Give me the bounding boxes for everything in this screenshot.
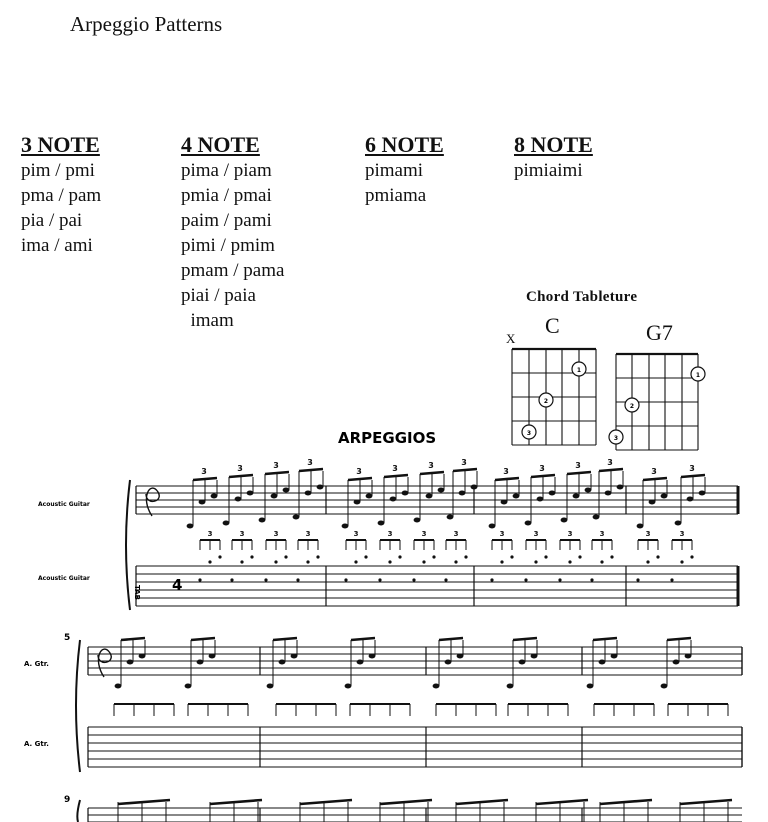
triplet-number: 3 (273, 530, 279, 538)
page-title: Arpeggio Patterns (70, 12, 223, 36)
tab-fret-mark (578, 555, 581, 558)
triplet-number: 3 (575, 461, 581, 470)
pattern-item: piai / paia (181, 285, 256, 306)
triplet-number: 3 (453, 530, 459, 538)
pattern-item: paim / pami (181, 210, 272, 231)
note-head (185, 684, 192, 689)
tab-fret-mark (296, 578, 299, 581)
note-beam (680, 800, 732, 804)
tab-fret-mark (646, 560, 649, 563)
triplet-number: 3 (651, 467, 657, 476)
tab-fret-mark (344, 578, 347, 581)
note-head (445, 660, 452, 665)
note-head (293, 515, 300, 520)
tab-fret-mark (568, 560, 571, 563)
note-beam (531, 475, 555, 477)
instrument-label: A. Gtr. (24, 740, 49, 748)
tab-fret-mark (454, 560, 457, 563)
triplet-number: 3 (356, 467, 362, 476)
triplet-number: 3 (679, 530, 685, 538)
tab-fret-mark (500, 560, 503, 563)
triplet-number: 3 (645, 530, 651, 538)
triplet-number: 3 (237, 464, 243, 473)
triplet-number: 3 (207, 530, 213, 538)
system-brace (77, 800, 80, 822)
tab-fret-mark (544, 555, 547, 558)
note-beam (456, 800, 508, 804)
column-heading: 4 NOTE (181, 132, 260, 157)
note-beam (193, 478, 217, 480)
note-head (489, 524, 496, 529)
note-head (699, 491, 706, 496)
pattern-item: pmam / pama (181, 260, 285, 281)
tab-fret-mark (240, 560, 243, 563)
triplet-number: 3 (461, 458, 467, 467)
note-head (127, 660, 134, 665)
note-head (139, 654, 146, 659)
note-head (457, 654, 464, 659)
tab-fret-mark (218, 555, 221, 558)
triplet-number: 3 (599, 530, 605, 538)
tab-fret-mark (670, 578, 673, 581)
note-head (115, 684, 122, 689)
note-beam (118, 800, 170, 804)
tab-fret-mark (274, 560, 277, 563)
pattern-item: pim / pmi (21, 160, 95, 181)
note-beam (299, 469, 323, 471)
note-head (549, 491, 556, 496)
note-beam (351, 638, 375, 640)
finger-number: 2 (629, 403, 635, 410)
pattern-item: pimami (365, 160, 424, 181)
note-head (305, 491, 312, 496)
tab-fret-mark (264, 578, 267, 581)
note-head (267, 684, 274, 689)
note-head (605, 491, 612, 496)
tab-fret-mark (690, 555, 693, 558)
note-beam (599, 469, 623, 471)
muted-string-mark: X (506, 331, 516, 346)
triplet-number: 3 (273, 461, 279, 470)
note-head (345, 684, 352, 689)
note-beam (536, 800, 588, 804)
pattern-item: ima / ami (21, 235, 93, 256)
note-head (369, 654, 376, 659)
tab-fret-mark (422, 560, 425, 563)
note-head (587, 684, 594, 689)
tab-fret-mark (590, 578, 593, 581)
triplet-number: 3 (392, 464, 398, 473)
treble-clef (146, 488, 159, 516)
finger-number: 2 (543, 398, 549, 405)
note-head (599, 660, 606, 665)
treble-clef (98, 649, 111, 677)
note-beam (593, 638, 617, 640)
note-head (433, 684, 440, 689)
triplet-number: 3 (421, 530, 427, 538)
tab-fret-mark (378, 578, 381, 581)
note-head (271, 494, 278, 499)
finger-number: 3 (526, 430, 532, 437)
triplet-number: 3 (305, 530, 311, 538)
tab-fret-mark (600, 560, 603, 563)
note-head (637, 524, 644, 529)
tab-fret-mark (524, 578, 527, 581)
note-head (247, 491, 254, 496)
column-heading: 8 NOTE (514, 132, 593, 157)
note-beam (513, 638, 537, 640)
column-heading: 6 NOTE (365, 132, 444, 157)
tab-fret-mark (490, 578, 493, 581)
finger-number: 1 (576, 367, 582, 374)
note-head (426, 494, 433, 499)
note-head (649, 500, 656, 505)
pattern-item: pmiama (365, 185, 427, 206)
chord-tableture-heading: Chord Tableture (526, 289, 638, 305)
note-head (593, 515, 600, 520)
note-head (199, 500, 206, 505)
staff-lines (77, 800, 742, 822)
pattern-item: pima / piam (181, 160, 272, 181)
note-head (507, 684, 514, 689)
tab-fret-mark (636, 578, 639, 581)
tab-fret-mark (398, 555, 401, 558)
note-head (573, 494, 580, 499)
tab-fret-mark (230, 578, 233, 581)
triplet-number: 3 (533, 530, 539, 538)
note-beam (643, 478, 667, 480)
note-beam (210, 800, 262, 804)
tab-fret-mark (198, 578, 201, 581)
note-beam (229, 475, 253, 477)
tab-fret-mark (250, 555, 253, 558)
note-head (513, 494, 520, 499)
note-beam (453, 469, 477, 471)
note-beam (273, 638, 297, 640)
note-head (279, 660, 286, 665)
note-head (354, 500, 361, 505)
note-head (438, 488, 445, 493)
tab-clef: TAB (133, 585, 141, 600)
triplet-number: 3 (539, 464, 545, 473)
note-head (366, 494, 373, 499)
note-beam (348, 478, 372, 480)
triplet-number: 3 (499, 530, 505, 538)
system-brace (126, 480, 130, 610)
triplet-number: 3 (689, 464, 695, 473)
note-beam (420, 472, 444, 474)
pattern-item: pmia / pmai (181, 185, 272, 206)
note-beam (121, 638, 145, 640)
note-beam (439, 638, 463, 640)
note-head (342, 524, 349, 529)
note-head (471, 485, 478, 490)
note-head (378, 521, 385, 526)
note-beam (380, 800, 432, 804)
note-head (235, 497, 242, 502)
staff-lines (126, 458, 738, 610)
triplet-number: 3 (607, 458, 613, 467)
finger-number: 1 (695, 372, 701, 379)
note-head (211, 494, 218, 499)
finger-number: 3 (613, 435, 619, 442)
pattern-item: pia / pai (21, 210, 83, 231)
note-head (585, 488, 592, 493)
note-head (685, 654, 692, 659)
chord-name-g7: G7 (646, 320, 673, 345)
tab-fret-mark (412, 578, 415, 581)
system-brace (76, 640, 80, 772)
note-head (357, 660, 364, 665)
note-beam (681, 475, 705, 477)
note-head (519, 660, 526, 665)
note-beam (191, 638, 215, 640)
triplet-number: 3 (307, 458, 313, 467)
column-heading: 3 NOTE (21, 132, 100, 157)
tab-fret-mark (610, 555, 613, 558)
tab-fret-mark (354, 560, 357, 563)
triplet-number: 3 (428, 461, 434, 470)
note-beam (600, 800, 652, 804)
note-head (673, 660, 680, 665)
triplet-number: 3 (353, 530, 359, 538)
tab-fret-mark (364, 555, 367, 558)
tab-fret-mark (534, 560, 537, 563)
note-head (414, 518, 421, 523)
tab-fret-mark (444, 578, 447, 581)
measure-number: 9 (64, 795, 71, 805)
note-beam (495, 478, 519, 480)
tab-fret-mark (510, 555, 513, 558)
pattern-item: imam (181, 310, 234, 331)
triplet-number: 3 (503, 467, 509, 476)
note-head (283, 488, 290, 493)
note-head (617, 485, 624, 490)
note-head (317, 485, 324, 490)
note-beam (567, 472, 591, 474)
instrument-label: Acoustic Guitar (38, 575, 90, 582)
note-head (537, 497, 544, 502)
score-heading: ARPEGGIOS (338, 429, 437, 447)
tab-fret-mark (284, 555, 287, 558)
tab-fret-mark (316, 555, 319, 558)
note-head (187, 524, 194, 529)
note-head (561, 518, 568, 523)
pattern-item: pimi / pmim (181, 235, 275, 256)
note-head (661, 684, 668, 689)
tab-fret-mark (388, 560, 391, 563)
triplet-number: 3 (239, 530, 245, 538)
note-beam (667, 638, 691, 640)
note-head (531, 654, 538, 659)
chord-name-c: C (545, 313, 560, 338)
note-head (501, 500, 508, 505)
note-head (687, 497, 694, 502)
note-head (209, 654, 216, 659)
note-head (223, 521, 230, 526)
note-beam (300, 800, 352, 804)
tab-fret-mark (208, 560, 211, 563)
note-head (447, 515, 454, 520)
triplet-number: 3 (567, 530, 573, 538)
tab-fret-mark (464, 555, 467, 558)
note-head (661, 494, 668, 499)
pattern-item: pma / pam (21, 185, 102, 206)
tab-fret-mark (680, 560, 683, 563)
note-head (197, 660, 204, 665)
note-head (675, 521, 682, 526)
tab-fret-mark (656, 555, 659, 558)
instrument-label: A. Gtr. (24, 660, 49, 668)
triplet-number: 3 (201, 467, 207, 476)
note-head (291, 654, 298, 659)
note-beam (265, 472, 289, 474)
note-head (390, 497, 397, 502)
tab-fret-mark (432, 555, 435, 558)
note-beam (384, 475, 408, 477)
note-head (259, 518, 266, 523)
note-head (402, 491, 409, 496)
pattern-item: pimiaimi (514, 160, 583, 181)
tab-fret-mark (558, 578, 561, 581)
note-head (525, 521, 532, 526)
tab-fret-mark (306, 560, 309, 563)
note-head (611, 654, 618, 659)
note-head (459, 491, 466, 496)
time-signature: 4 (172, 576, 183, 594)
triplet-number: 3 (387, 530, 393, 538)
staff-lines (76, 638, 742, 772)
measure-number: 5 (64, 633, 71, 643)
instrument-label: Acoustic Guitar (38, 501, 90, 508)
